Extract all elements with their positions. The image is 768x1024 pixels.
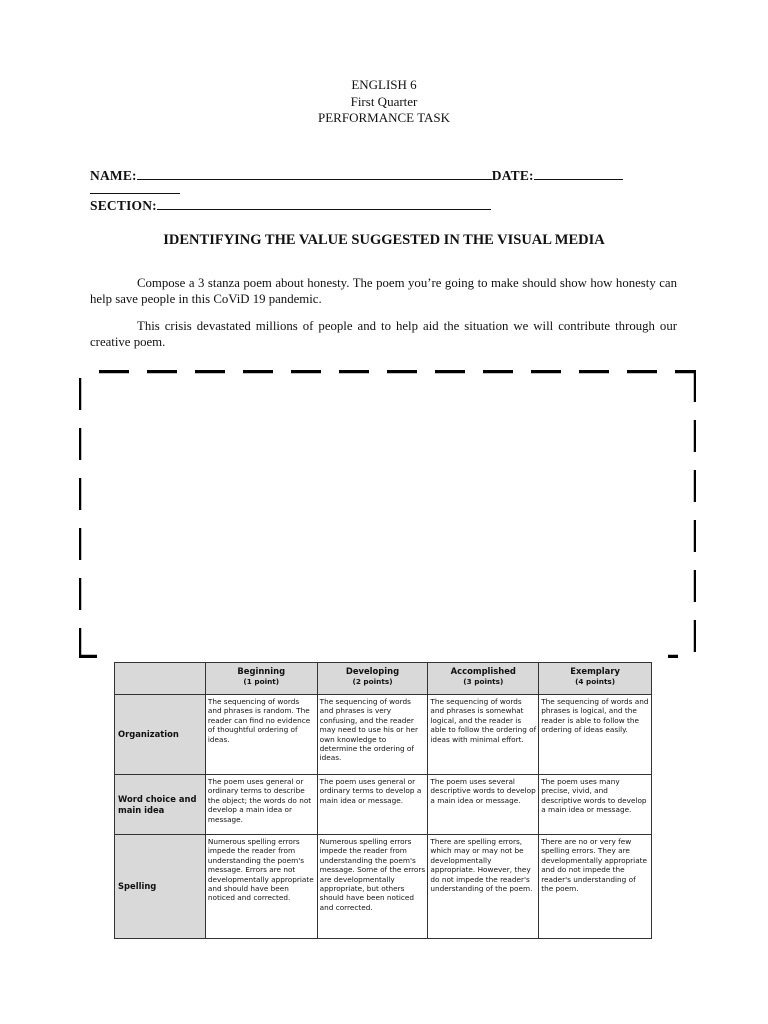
rubric-cell: The poem uses general or ordinary terms to develop a main idea or message.	[317, 775, 428, 835]
subject-heading: ENGLISH 6	[351, 77, 417, 92]
date-field[interactable]	[534, 167, 623, 180]
rubric-cell: The poem uses several descriptive words to develop a main idea or message.	[428, 775, 539, 835]
rubric-cell: There are spelling errors, which may or may not be developmentally appropriate. However, they do not impede the reader's understanding of the poem.	[428, 835, 539, 939]
rubric-cell: The poem uses many precise, vivid, and descriptive words to develop a main idea or message.	[539, 775, 652, 835]
section-label: SECTION:	[90, 198, 157, 213]
rubric-cell: Numerous spelling errors impede the reader from understanding the poem's message. Some of the errors are developmentally appropriate, but others should have been noticed and corrected.	[317, 835, 428, 939]
criterion-word-choice: Word choice and main idea	[115, 775, 206, 835]
criterion-spelling: Spelling	[115, 835, 206, 939]
level-accomplished: Accomplished (3 points)	[428, 663, 539, 695]
date-field-continued[interactable]	[90, 181, 180, 194]
level-exemplary: Exemplary (4 points)	[539, 663, 652, 695]
criterion-organization: Organization	[115, 695, 206, 775]
quarter-heading: First Quarter	[350, 93, 418, 109]
rubric-cell: Numerous spelling errors impede the reader from understanding the poem's message. Errors are not developmentally appropriate and should have been noticed and corrected.	[205, 835, 317, 939]
rubric-row-organization	[115, 695, 652, 775]
rubric-row-word-choice	[115, 775, 652, 835]
rubric-cell: The sequencing of words and phrases is somewhat logical, and the reader is able to follow the ordering of ideas with minimal effort.	[428, 695, 539, 775]
rubric-header-row	[115, 663, 652, 695]
rubric-cell: The sequencing of words and phrases is logical, and the reader is able to follow the ordering of ideas easily.	[539, 695, 652, 775]
level-beginning: Beginning (1 point)	[205, 663, 317, 695]
section-field[interactable]	[157, 197, 491, 210]
rubric-cell: The sequencing of words and phrases is very confusing, and the reader may need to use his or her own knowledge to determine the ordering of ideas.	[317, 695, 428, 775]
instruction-paragraph-1: Compose a 3 stanza poem about honesty. The poem you’re going to make should show how honesty can help save people in this CoViD 19 pandemic.	[90, 276, 677, 306]
name-label: NAME:	[90, 168, 137, 183]
rubric-cell: The poem uses general or ordinary terms to describe the object; the words do not develop a main idea or message.	[205, 775, 317, 835]
section-row	[90, 197, 491, 214]
task-heading: PERFORMANCE TASK	[318, 110, 450, 125]
level-developing: Developing (2 points)	[317, 663, 428, 695]
instruction-paragraph-2: This crisis devastated millions of people and to help aid the situation we will contribute through our creative poem.	[90, 319, 677, 349]
date-continuation-row	[90, 181, 180, 198]
rubric-cell: The sequencing of words and phrases is random. The reader can find no evidence of thoughtful ordering of ideas.	[205, 695, 317, 775]
name-field[interactable]	[137, 167, 492, 180]
poem-answer-box[interactable]	[79, 370, 696, 658]
rubric-cell: There are no or very few spelling errors. They are developmentally appropriate and do not impede the reader's understanding of the poem.	[539, 835, 652, 939]
rubric-corner-cell	[115, 663, 206, 695]
task-title: IDENTIFYING THE VALUE SUGGESTED IN THE VISUAL MEDIA	[163, 232, 605, 248]
rubric-row-spelling	[115, 835, 652, 939]
rubric-table	[114, 662, 652, 939]
document-header	[0, 77, 768, 127]
date-label: DATE:	[491, 168, 534, 183]
dashed-border	[79, 370, 696, 658]
